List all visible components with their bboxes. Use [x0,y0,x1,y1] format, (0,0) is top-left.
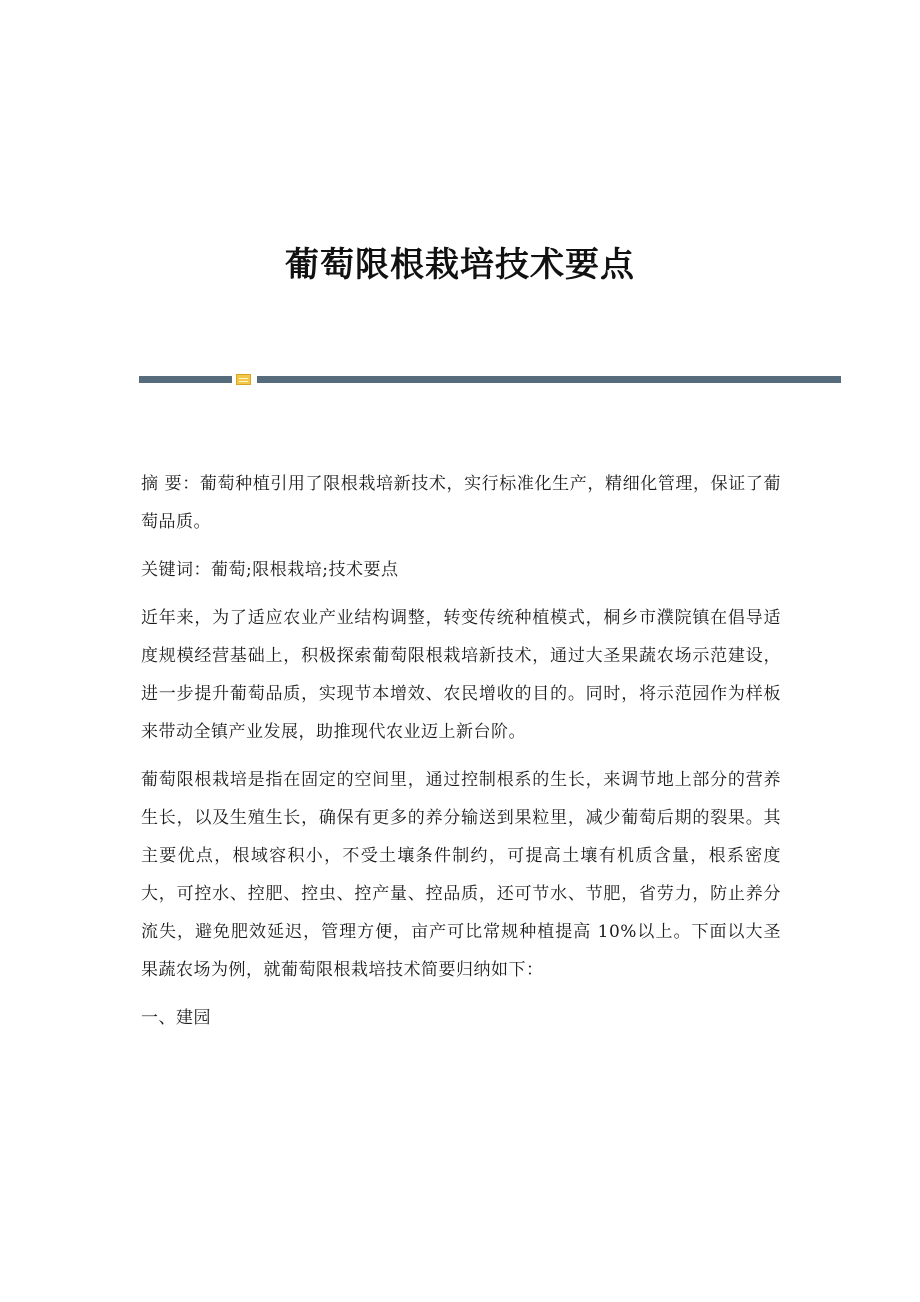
title-divider [139,374,841,386]
abstract-paragraph: 摘 要：葡萄种植引用了限根栽培新技术，实行标准化生产，精细化管理，保证了葡萄品质。 [141,474,781,532]
divider-bar-left [139,376,232,383]
divider-bar-right [257,376,841,383]
body-paragraph-1: 近年来，为了适应农业产业结构调整，转变传统种植模式，桐乡市濮院镇在倡导适度规模经营基础上，积极探索葡萄限根栽培新技术，通过大圣果蔬农场示范建设，进一步提升葡萄品质，实现节本增效、农民增收的目的。同时，将示范园作为样板来带动全镇产业发展，助推现代农业迈上新台阶。 [141,608,781,742]
body-paragraph-2: 葡萄限根栽培是指在固定的空间里，通过控制根系的生长，来调节地上部分的营养生长，以及生殖生长，确保有更多的养分输送到果粒里，减少葡萄后期的裂果。其主要优点，根域容积小，不受土壤条件制约，可提高土壤有机质含量，根系密度大，可控水、控肥、控虫、控产量、控品质，还可节水、节肥，省劳力，防止养分流失，避免肥效延迟，管理方便，亩产可比常规种植提高 10%以上。下面以大圣果蔬农场为例，就葡萄限根栽培技术简要归纳如下： [141,770,781,980]
divider-ornament-icon [236,374,251,385]
page-title: 葡萄限根栽培技术要点 [285,244,635,285]
keywords-paragraph: 关键词：葡萄;限根栽培;技术要点 [141,560,399,580]
section-heading: 一、建园 [141,1008,211,1028]
document-body [141,465,781,1047]
